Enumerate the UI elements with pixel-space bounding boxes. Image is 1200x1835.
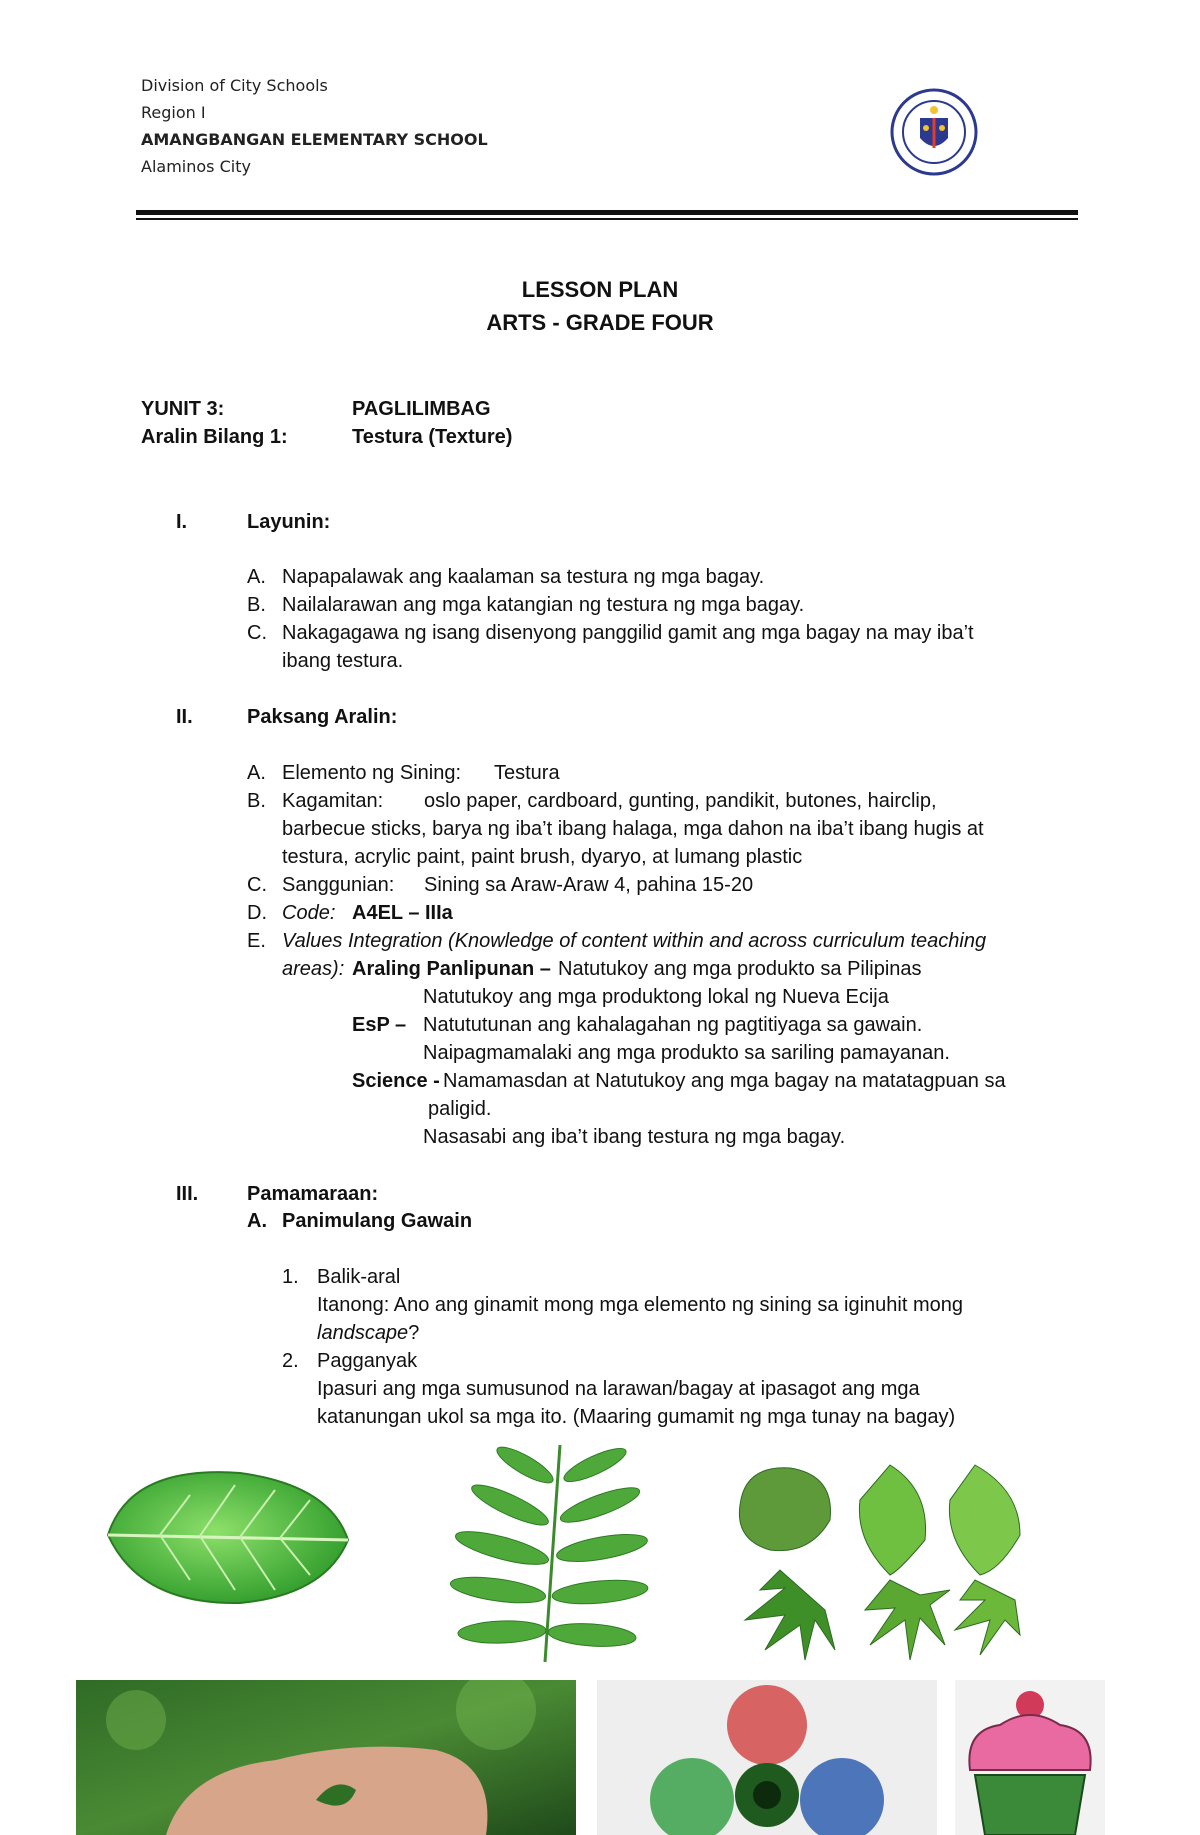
single-leaf-image [100, 1455, 360, 1620]
element-value: Testura [494, 762, 560, 784]
ap-line1: Natutukoy ang mga produkto sa Pilipinas [558, 958, 922, 980]
step2-title: Pagganyak [317, 1350, 418, 1372]
esp-label: EsP – [352, 1014, 407, 1036]
section3-number: III. [176, 1183, 199, 1205]
science-line1: Namamasdan at Natutukoy ang mga bagay na matatagpuan sa [443, 1070, 1006, 1092]
subject-letter-c: C. [247, 874, 267, 896]
materials-value-cont1: barbecue sticks, barya ng iba’t ibang halaga, mga dahon na iba’t ibang hugis at [282, 818, 984, 840]
subject-letter-d: D. [247, 902, 267, 924]
step2-text2: katanungan ukol sa mga ito. (Maaring gumamit ng mga tunay na bagay) [317, 1406, 956, 1428]
step1-question-mark: ? [408, 1322, 420, 1344]
values-integration-line1: Values Integration (Knowledge of content within and across curriculum teaching [282, 930, 987, 952]
texture-flower-print-photo [597, 1680, 937, 1835]
subject-letter-b: B. [247, 790, 266, 812]
subject-letter-a: A. [247, 762, 266, 784]
division-line: Division of City Schools [141, 76, 328, 95]
objective-text: Nakagagawa ng isang disenyong panggilid gamit ang mga bagay na may iba’t [282, 622, 974, 644]
lesson-label: Aralin Bilang 1: [141, 426, 288, 448]
objective-letter: A. [247, 566, 266, 588]
objective-letter: C. [247, 622, 267, 644]
school-name: AMANGBANGAN ELEMENTARY SCHOOL [141, 130, 488, 149]
reference-value: Sining sa Araw-Araw 4, pahina 15-20 [424, 874, 754, 896]
unit-value: PAGLILIMBAG [352, 398, 491, 420]
unit-label: YUNIT 3: [141, 398, 225, 420]
materials-value: oslo paper, cardboard, gunting, pandikit, butones, hairclip, [424, 790, 937, 812]
step1-question-cont [317, 1319, 419, 1347]
values-integration-line2: areas): [282, 958, 345, 980]
school-header [141, 72, 488, 180]
section1-heading: Layunin: [247, 511, 331, 533]
step1-title: Balik-aral [317, 1266, 401, 1288]
code-value: A4EL – IIIa [352, 902, 453, 924]
region-line: Region I [141, 103, 206, 122]
section1-number: I. [176, 511, 188, 533]
materials-value-cont2: testura, acrylic paint, paint brush, dyaryo, at lumang plastic [282, 846, 803, 868]
subject-letter-e: E. [247, 930, 266, 952]
element-label: Elemento ng Sining: [282, 762, 462, 784]
step1-number: 1. [282, 1266, 299, 1288]
step2-text1: Ipasuri ang mga sumusunod na larawan/bagay at ipasagot ang mga [317, 1378, 920, 1400]
materials-label: Kagamitan: [282, 790, 384, 812]
esp-line2: Naipagmamalaki ang mga produkto sa sariling pamayanan. [423, 1042, 950, 1064]
section2-number: II. [176, 706, 193, 728]
code-label: Code: [282, 902, 336, 924]
science-line3: Nasasabi ang iba’t ibang testura ng mga bagay. [423, 1126, 846, 1148]
doc-subtitle: ARTS - GRADE FOUR [486, 310, 714, 335]
hand-holding-leaf-photo [76, 1680, 576, 1835]
objective-text: Napapalawak ang kaalaman sa testura ng mga bagay. [282, 566, 765, 588]
lesson-value: Testura (Texture) [352, 426, 513, 448]
doc-title: LESSON PLAN [521, 277, 679, 302]
leaf-collection-image [730, 1460, 1030, 1670]
objective-letter: B. [247, 594, 266, 616]
science-line2: paligid. [428, 1098, 492, 1120]
ap-label: Araling Panlipunan – [352, 958, 551, 980]
cupcake-drawing-photo [955, 1680, 1105, 1835]
compound-leaf-image [440, 1440, 660, 1665]
header-rule-thick [136, 210, 1078, 215]
step1-italic-word: landscape [317, 1322, 409, 1344]
objective-text-continued: ibang testura. [282, 650, 404, 672]
deped-seal-logo [890, 88, 978, 176]
header-rule-thin [136, 218, 1078, 220]
city-line: Alaminos City [141, 157, 251, 176]
step2-number: 2. [282, 1350, 299, 1372]
section3-sub-letter: A. [247, 1210, 267, 1232]
section3-heading: Pamamaraan: [247, 1183, 379, 1205]
section2-heading: Paksang Aralin: [247, 706, 398, 728]
ap-line2: Natutukoy ang mga produktong lokal ng Nueva Ecija [423, 986, 889, 1008]
esp-line1: Natututunan ang kahalagahan ng pagtitiyaga sa gawain. [423, 1014, 923, 1036]
objective-text: Nailalarawan ang mga katangian ng testura ng mga bagay. [282, 594, 805, 616]
section3-sub-heading: Panimulang Gawain [282, 1210, 473, 1232]
step1-question: Itanong: Ano ang ginamit mong mga elemento ng sining sa iginuhit mong [317, 1294, 963, 1316]
science-label: Science - [352, 1070, 440, 1092]
reference-label: Sanggunian: [282, 874, 395, 896]
